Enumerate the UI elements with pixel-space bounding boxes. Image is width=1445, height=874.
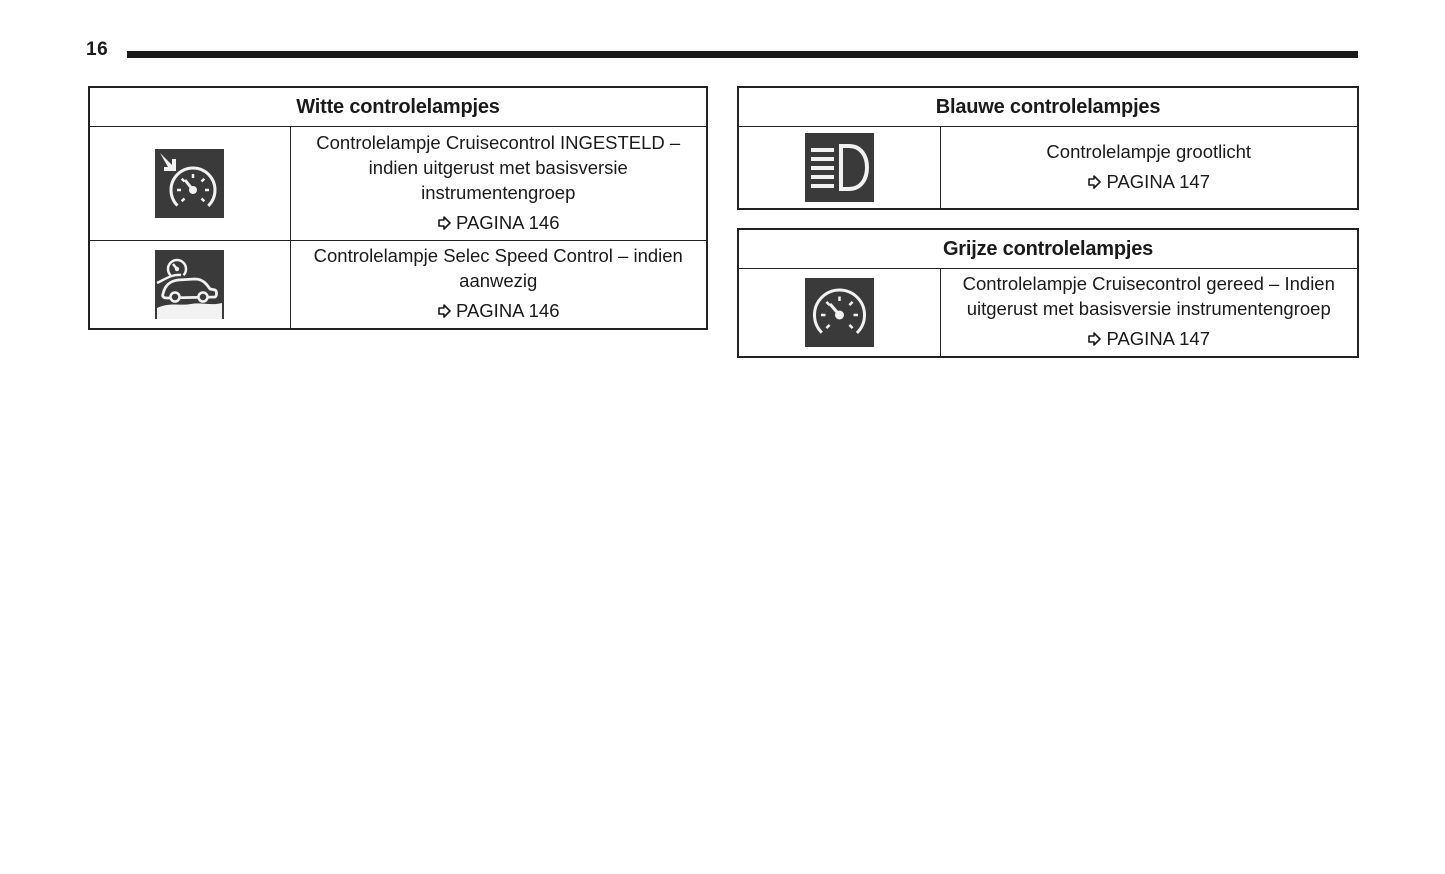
page-reference-label: PAGINA 146 [455, 300, 560, 322]
description-cell [940, 269, 1358, 357]
table-row [89, 127, 707, 241]
description-cell [290, 241, 707, 329]
lamp-description: Controlelampje Selec Speed Control – indien aanwezig [313, 245, 683, 292]
table-row [738, 127, 1358, 209]
icon-cell [738, 269, 940, 357]
cruise-control-set-icon [155, 149, 224, 218]
page-reference[interactable] [291, 210, 707, 237]
arrow-right-icon [1087, 170, 1101, 195]
table-title: Blauwe controlelampjes [738, 87, 1358, 127]
page-reference-label: PAGINA 147 [1106, 170, 1211, 192]
page-reference[interactable] [941, 326, 1358, 353]
page-reference-label: PAGINA 146 [455, 212, 560, 234]
page-reference[interactable] [941, 169, 1358, 196]
arrow-right-icon [1087, 327, 1101, 352]
table-row [738, 269, 1358, 357]
lamp-description: Controlelampje grootlicht [1046, 140, 1252, 162]
cruise-control-ready-icon [805, 278, 874, 347]
icon-cell [89, 127, 290, 241]
selec-speed-control-icon [155, 250, 224, 319]
icon-cell [738, 127, 940, 209]
page-reference[interactable] [291, 298, 707, 325]
arrow-right-icon [437, 299, 451, 324]
lamp-description: Controlelampje Cruisecontrol INGESTELD – indien uitgerust met basisversie instrumentengroep [316, 132, 681, 204]
table-title: Grijze controlelampjes [738, 229, 1358, 269]
grey-indicators-table [737, 228, 1359, 358]
description-cell [290, 127, 707, 241]
header-rule [127, 51, 1358, 58]
page-reference-label: PAGINA 147 [1106, 328, 1211, 350]
high-beam-icon [805, 133, 874, 202]
table-row [89, 241, 707, 329]
description-cell [940, 127, 1358, 209]
lamp-description: Controlelampje Cruisecontrol gereed – Indien uitgerust met basisversie instrumentengroep [962, 273, 1335, 320]
white-indicators-table [88, 86, 708, 330]
table-title: Witte controlelampjes [89, 87, 707, 127]
arrow-right-icon [437, 211, 451, 236]
icon-cell [89, 241, 290, 329]
page-number: 16 [86, 39, 109, 60]
blue-indicators-table [737, 86, 1359, 210]
